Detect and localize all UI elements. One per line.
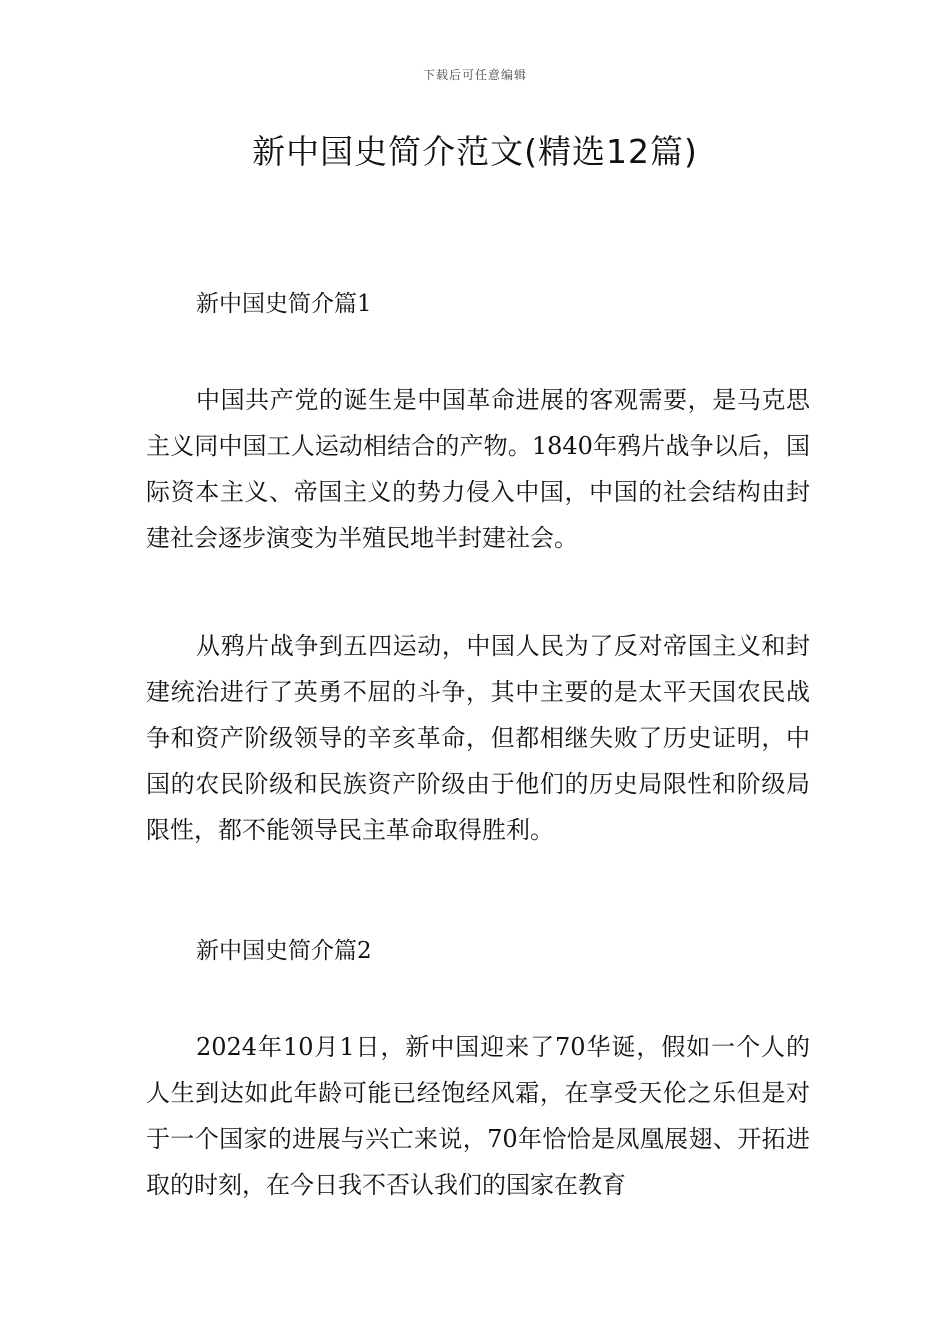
paragraph-1: 中国共产党的诞生是中国革命进展的客观需要，是马克思主义同中国工人运动相结合的产物。1840年鸦片战争以后，国际资本主义、帝国主义的势力侵入中国，中国的社会结构由封建社会逐步演变为半殖民地半封建社会。 (146, 386, 810, 552)
paragraph-3: 2024年10月1日，新中国迎来了70华诞，假如一个人的人生到达如此年龄可能已经饱经风霜，在享受天伦之乐但是对于一个国家的进展与兴亡来说，70年恰恰是凤凰展翅、开拓进取的时刻，在今日我不否认我们的国家在教育 (146, 1033, 810, 1199)
section-heading-1: 新中国史简介篇1 (196, 291, 372, 317)
header-note: 下载后可任意编辑 (422, 68, 527, 82)
paragraph-2: 从鸦片战争到五四运动，中国人民为了反对帝国主义和封建统治进行了英勇不屈的斗争，其中主要的是太平天国农民战争和资产阶级领导的辛亥革命，但都相继失败了历史证明，中国的农民阶级和民族资产阶级由于他们的历史局限性和阶级局限性，都不能领导民主革命取得胜利。 (146, 632, 810, 844)
document-title: 新中国史简介范文(精选12篇) (252, 132, 698, 171)
section-heading-2: 新中国史简介篇2 (196, 938, 372, 964)
